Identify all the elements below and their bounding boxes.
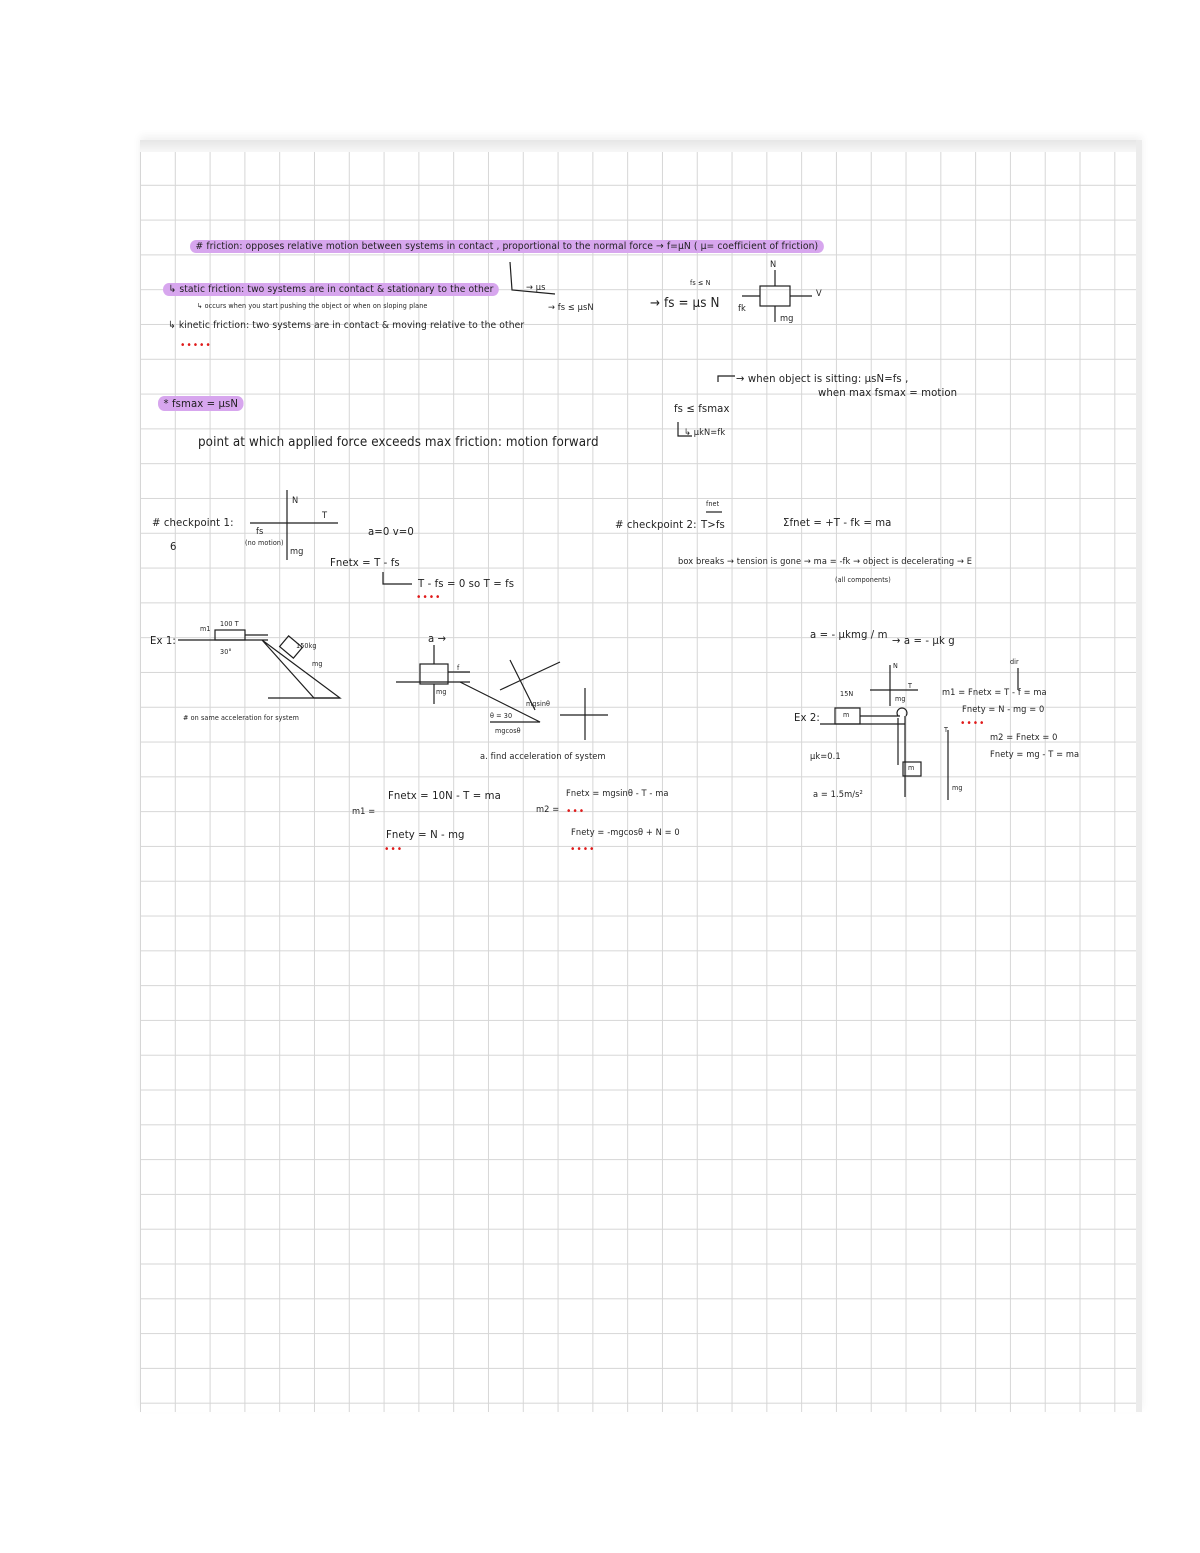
static-mu-label: → μs	[526, 283, 546, 293]
ex2-mu: μk=0.1	[810, 752, 841, 762]
friction-definition: # friction: opposes relative motion between systems in contact , proportional to the normal force → f=μN ( μ= coefficient of friction)	[190, 240, 824, 253]
m2-dots2: ••••	[570, 844, 596, 855]
m2-label: m2 =	[536, 805, 560, 815]
free-body-box	[760, 286, 790, 306]
ex1-mgsin: mgsinθ	[526, 700, 551, 708]
ex1-mg: mg	[312, 660, 323, 668]
ex1-note: # on same acceleration for system	[183, 714, 300, 722]
static-max-small: fs ≤ N	[690, 279, 711, 287]
cp2-subnote: (all components)	[835, 576, 891, 584]
ex2-dir: dir	[1010, 658, 1019, 666]
ex1-30: 30°	[220, 648, 232, 656]
ex1-theta: θ = 30	[490, 712, 513, 720]
m2-dots: •••	[566, 806, 586, 817]
ex1-f: f	[457, 664, 460, 672]
ex2-mg: mg	[895, 695, 906, 703]
cp1-result: T - fs = 0 so T = fs	[418, 577, 515, 590]
cp1-fnet: Fnetx = T - fs	[330, 556, 400, 569]
m1-label: m1 =	[352, 807, 376, 817]
cp1-T-label: T	[322, 511, 328, 521]
ex2-m1-fnetx: m1 = Fnetx = T - f = ma	[942, 688, 1047, 698]
fbd-mg-label: mg	[780, 314, 794, 324]
kinetic-dots: •••••	[180, 340, 212, 351]
fk-note: ↳ μkN=fk	[684, 428, 726, 438]
ex1-mg2: mg	[436, 688, 447, 696]
ex2-mg2: mg	[952, 784, 963, 792]
static-friction-heading: ↳ static friction: two systems are in contact & stationary to the other	[163, 283, 499, 296]
ex2-m1: m	[843, 711, 850, 719]
ex2-accel: a = 1.5m/s²	[813, 790, 863, 800]
cp1-N-label: N	[292, 496, 299, 506]
ex1-label: Ex 1:	[150, 634, 176, 647]
ex2-m2-fnety: Fnety = mg - T = ma	[990, 750, 1080, 760]
cp1-fs-label: fs	[256, 527, 264, 537]
sitting-note: → when object is sitting: μsN=fs ,	[736, 372, 909, 385]
ex1-a-arrow: a →	[428, 632, 447, 645]
point-motion-text: point at which applied force exceeds max friction: motion forward	[198, 435, 599, 450]
ex2-T2: T	[944, 726, 949, 734]
ex1-150kg: 150kg	[296, 642, 317, 650]
checkpoint-1-label: # checkpoint 1:	[152, 516, 234, 529]
ex2-label: Ex 2:	[794, 711, 820, 724]
m1-dots: •••	[384, 844, 404, 855]
static-max-formula: → fs = μs N	[650, 296, 720, 311]
ex1-find-accel: a. find acceleration of system	[480, 752, 606, 762]
fbd-fk-label: fk	[738, 304, 746, 314]
fbd-N-label: N	[770, 260, 777, 270]
fbd-V-label: V	[816, 289, 822, 299]
ex2-T: T	[908, 682, 913, 690]
checkpoint-1-number: 6	[170, 540, 177, 553]
kinetic-friction-heading: ↳ kinetic friction: two systems are in contact & moving relative to the other	[168, 320, 525, 331]
ex2-accel-result: → a = - μk g	[892, 634, 955, 647]
static-friction-sub: ↳ occurs when you start pushing the object or when on sloping plane	[197, 302, 428, 310]
ex2-m2-fnetx: m2 = Fnetx = 0	[990, 733, 1058, 743]
ex1-100t: 100 T	[220, 620, 239, 628]
cp2-sum: Σfnet = +T - fk = ma	[783, 516, 892, 529]
checkpoint-2-label: # checkpoint 2:	[615, 518, 697, 531]
cp1-mg-label: mg	[290, 547, 304, 557]
ex2-m2: m	[908, 764, 915, 772]
static-inequality: → fs ≤ μsN	[548, 303, 594, 313]
ex2-15n: 15N	[840, 690, 854, 698]
ex1-mgcos: mgcosθ	[495, 727, 521, 735]
m2-fnety: Fnety = -mgcosθ + N = 0	[571, 828, 680, 838]
m1-fnetx: Fnetx = 10N - T = ma	[388, 789, 501, 802]
cp1-a-v: a=0 v=0	[368, 525, 414, 538]
fs-inequality-note: fs ≤ fsmax	[674, 402, 730, 415]
ex1-m1: m1	[200, 625, 211, 633]
cp2-inequality: T>fs	[701, 518, 725, 531]
max-motion-note: when max fsmax = motion	[818, 386, 958, 399]
ex2-dots: ••••	[960, 718, 986, 729]
cp1-dots: ••••	[416, 592, 442, 603]
m2-fnetx: Fnetx = mgsinθ - T - ma	[566, 789, 669, 799]
cp2-fnet-label: fnet	[706, 500, 720, 508]
ex2-m1-fnety: Fnety = N - mg = 0	[962, 705, 1045, 715]
fsmax-highlight: * fsmax = μsN	[158, 396, 244, 411]
ex2-N: N	[893, 662, 898, 670]
cp2-box-breaks: box breaks → tension is gone → ma = -fk → object is decelerating → E	[678, 557, 973, 567]
m1-fnety: Fnety = N - mg	[386, 828, 465, 841]
cp1-no-motion: (no motion)	[245, 539, 284, 547]
ex2-accel-formula: a = - μkmg / m	[810, 628, 888, 641]
